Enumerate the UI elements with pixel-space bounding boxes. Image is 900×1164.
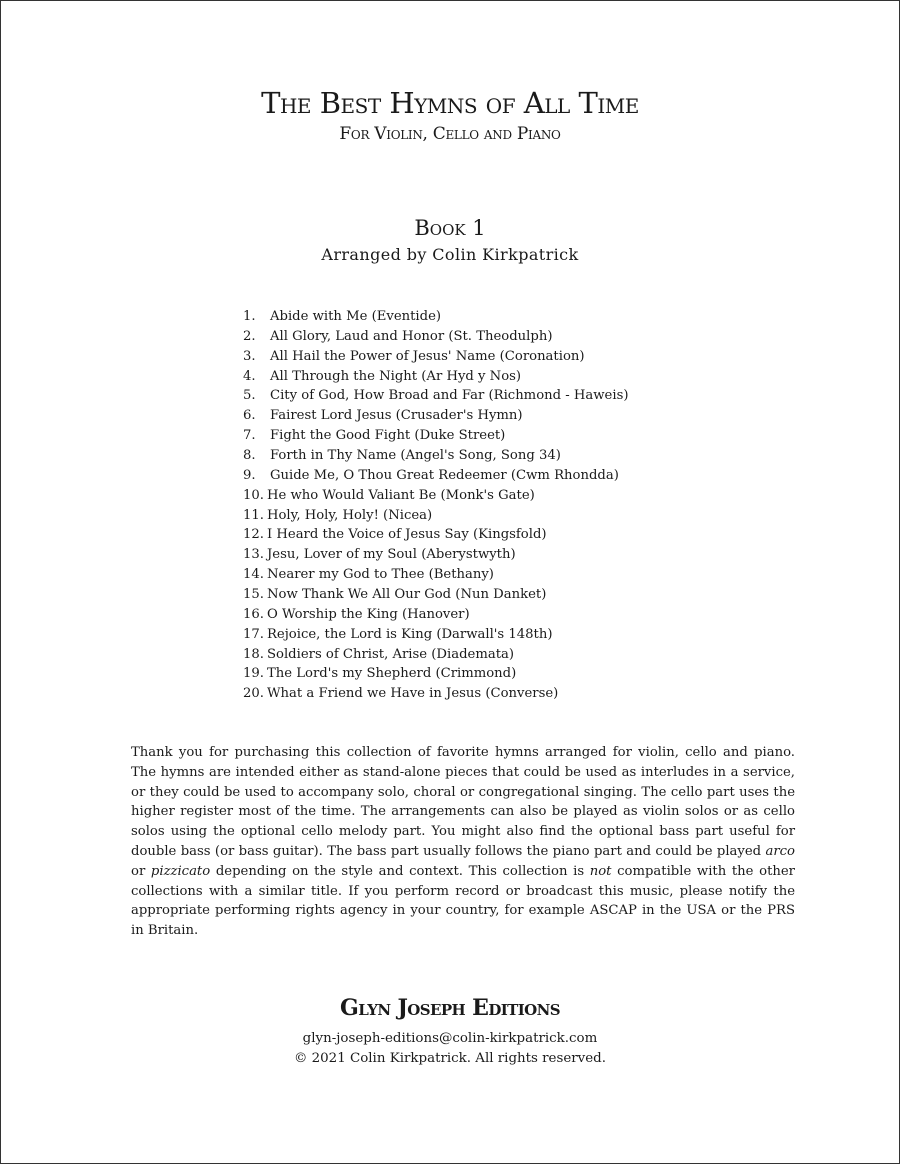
hymn-title: All Through the Night (Ar Hyd y Nos)	[270, 368, 522, 384]
hymn-item	[243, 327, 629, 347]
hymn-title: Jesu, Lover of my Soul (Aberystwyth)	[266, 547, 516, 563]
hymn-number: 8.	[243, 448, 256, 464]
hymn-title: He who Would Valiant Be (Monk's Gate)	[266, 487, 535, 503]
hymn-title: What a Friend we Have in Jesus (Converse)	[266, 686, 559, 702]
hymn-number: 17.	[243, 626, 264, 642]
hymn-item	[243, 486, 629, 506]
hymn-item	[243, 605, 629, 625]
hymn-title: Abide with Me (Eventide)	[270, 309, 442, 324]
hymn-number: 2.	[243, 328, 256, 344]
intro-emphasis: not	[589, 863, 612, 879]
book-label: Book 1	[414, 216, 486, 240]
hymn-item	[243, 645, 629, 665]
hymn-number: 16.	[243, 606, 264, 622]
contact-email: glyn-joseph-editions@colin-kirkpatrick.com	[302, 1031, 598, 1046]
intro-text: or	[131, 863, 151, 879]
hymn-item	[243, 466, 629, 486]
hymn-number: 14.	[243, 567, 264, 583]
hymn-item	[243, 506, 629, 526]
hymn-item	[243, 664, 629, 684]
hymn-item	[243, 684, 629, 704]
hymn-title: Now Thank We All Our God (Nun Danket)	[266, 587, 547, 603]
hymn-number: 4.	[243, 368, 256, 384]
hymn-item	[243, 307, 629, 327]
arranger-credit: Arranged by Colin Kirkpatrick	[321, 245, 579, 264]
hymn-title: Forth in Thy Name (Angel's Song, Song 34)	[270, 448, 561, 464]
hymn-item	[243, 545, 629, 565]
hymn-title: All Hail the Power of Jesus' Name (Coronation)	[270, 348, 585, 364]
hymn-number: 20.	[243, 686, 264, 702]
copyright-notice: © 2021 Colin Kirkpatrick. All rights reserved.	[293, 1051, 606, 1066]
intro-paragraph	[131, 743, 795, 941]
hymn-title: Fight the Good Fight (Duke Street)	[270, 428, 506, 444]
hymn-number: 11.	[243, 507, 264, 523]
hymn-title: Nearer my God to Thee (Bethany)	[266, 567, 494, 583]
hymn-number: 5.	[243, 388, 256, 404]
hymn-number: 13.	[243, 547, 264, 563]
hymn-number: 12.	[243, 527, 264, 543]
hymn-title: Guide Me, O Thou Great Redeemer (Cwm Rhondda)	[270, 467, 619, 483]
publisher-logo: Glyn Joseph Editions	[340, 995, 560, 1021]
hymn-title: O Worship the King (Hanover)	[266, 606, 470, 622]
hymn-item	[243, 406, 629, 426]
hymn-number: 6.	[243, 408, 256, 424]
page-title: The Best Hymns of All Time	[261, 86, 639, 120]
intro-emphasis: arco	[765, 843, 795, 859]
hymn-number: 18.	[243, 646, 264, 662]
intro-text: depending on the style and context. This collection is	[210, 863, 590, 879]
hymn-list	[243, 307, 629, 704]
hymn-title: Fairest Lord Jesus (Crusader's Hymn)	[270, 408, 523, 424]
intro-text: compatible with the other collections with a similar title. If you perform record or broadcast this music, please notify the appropriate performing rights agency in your country, for example ASCAP in the USA or the PRS in Britain.	[131, 863, 795, 939]
hymn-number: 9.	[243, 467, 256, 483]
hymn-item	[243, 446, 629, 466]
hymn-number: 19.	[243, 666, 264, 682]
hymn-title: Rejoice, the Lord is King (Darwall's 148th)	[266, 626, 553, 642]
hymn-number: 15.	[243, 587, 264, 603]
intro-text: Thank you for purchasing this collection of favorite hymns arranged for violin, cello and piano. The hymns are intended either as stand-alone pieces that could be used as interludes in a service, or they could be used to accompany solo, choral or congregational singing. The cello part uses the higher register most of the time. The arrangements can also be played as violin solos or as cello solos using the optional cello melody part. You might also find the optional bass part useful for double bass (or bass guitar). The bass part usually follows the piano part and could be played	[131, 745, 795, 859]
hymn-item	[243, 426, 629, 446]
hymn-title: Soldiers of Christ, Arise (Diademata)	[266, 646, 514, 662]
page-subtitle: For Violin, Cello and Piano	[339, 124, 561, 144]
hymn-number: 3.	[243, 348, 256, 364]
hymn-title: The Lord's my Shepherd (Crimmond)	[266, 666, 517, 682]
hymn-item	[243, 367, 629, 387]
hymn-item	[243, 386, 629, 406]
hymn-item	[243, 565, 629, 585]
hymn-number: 10.	[243, 487, 264, 503]
intro-emphasis: pizzicato	[150, 863, 211, 879]
hymn-item	[243, 585, 629, 605]
hymn-item	[243, 525, 629, 545]
hymn-title: Holy, Holy, Holy! (Nicea)	[266, 507, 433, 523]
hymn-title: City of God, How Broad and Far (Richmond - Haweis)	[270, 388, 629, 404]
hymn-number: 7.	[243, 428, 256, 444]
hymn-title: I Heard the Voice of Jesus Say (Kingsfold)	[266, 527, 547, 543]
hymn-item	[243, 625, 629, 645]
hymn-title: All Glory, Laud and Honor (St. Theodulph)	[270, 328, 553, 344]
hymn-item	[243, 347, 629, 367]
hymn-number: 1.	[243, 309, 256, 324]
